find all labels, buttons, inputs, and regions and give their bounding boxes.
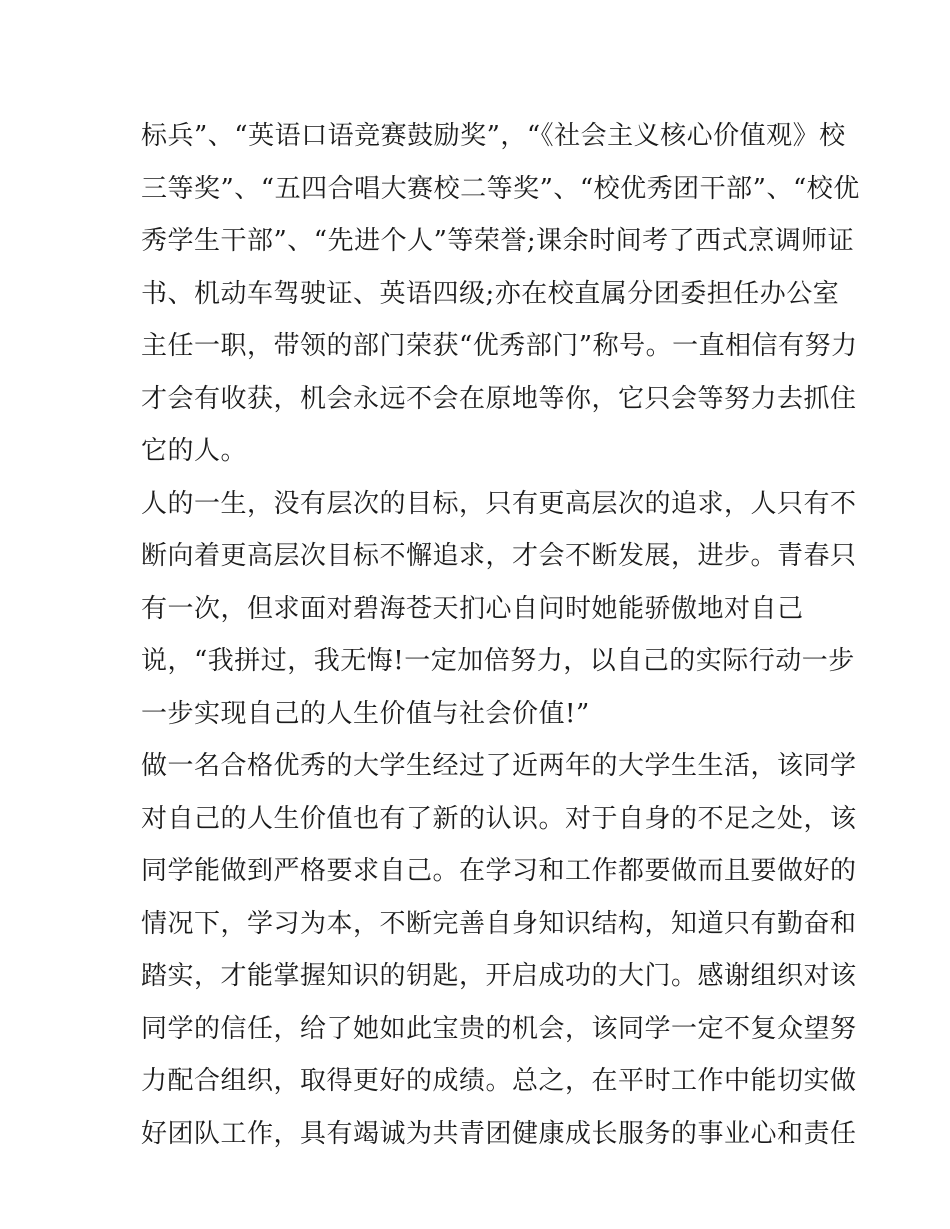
text-line: 同学能做到严格要求自己。在学习和工作都要做而且要做好的 bbox=[141, 856, 857, 886]
text-line: 三等奖”、“五四合唱大赛校二等奖”、“校优秀团干部”、“校优 bbox=[141, 173, 860, 204]
text-line: 一步实现自己的人生价值与社会价值!” bbox=[141, 698, 590, 729]
text-line: 说，“我拼过，我无悔!一定加倍努力，以自己的实际行动一步 bbox=[141, 646, 855, 676]
text-line: 书、机动车驾驶证、英语四级;亦在校直属分团委担任办公室 bbox=[141, 278, 840, 309]
text-line: 秀学生干部”、“先进个人”等荣誉;课余时间考了西式烹调师证 bbox=[141, 226, 855, 256]
text-line: 标兵”、“英语口语竞赛鼓励奖”，“《社会主义核心价值观》校 bbox=[141, 121, 846, 151]
text-line: 对自己的人生价值也有了新的认识。对于自身的不足之处，该 bbox=[141, 803, 857, 834]
text-line: 有一次，但求面对碧海苍天扪心自问时她能骄傲地对自己 bbox=[141, 593, 804, 624]
text-line: 同学的信任，给了她如此宝贵的机会，该同学一定不复众望努 bbox=[141, 1013, 857, 1044]
text-line: 做一名合格优秀的大学生经过了近两年的大学生生活，该同学 bbox=[141, 751, 857, 781]
text-line: 好团队工作，具有竭诚为共青团健康成长服务的事业心和责任 bbox=[141, 1118, 857, 1149]
text-line: 踏实，才能掌握知识的钥匙，开启成功的大门。感谢组织对该 bbox=[141, 961, 857, 991]
text-line: 情况下，学习为本，不断完善自身知识结构，知道只有勤奋和 bbox=[141, 908, 857, 939]
text-line: 力配合组织，取得更好的成绩。总之，在平时工作中能切实做 bbox=[141, 1066, 857, 1096]
document-body bbox=[141, 110, 860, 1160]
text-line: 断向着更高层次目标不懈追求，才会不断发展，进步。青春只 bbox=[141, 541, 857, 571]
text-line: 主任一职，带领的部门荣获“优秀部门”称号。一直相信有努力 bbox=[141, 331, 858, 361]
text-line: 它的人。 bbox=[141, 436, 248, 466]
text-line: 人的一生，没有层次的目标，只有更高层次的追求，人只有不 bbox=[141, 488, 857, 519]
text-line: 才会有收获，机会永远不会在原地等你，它只会等努力去抓住 bbox=[141, 383, 857, 414]
